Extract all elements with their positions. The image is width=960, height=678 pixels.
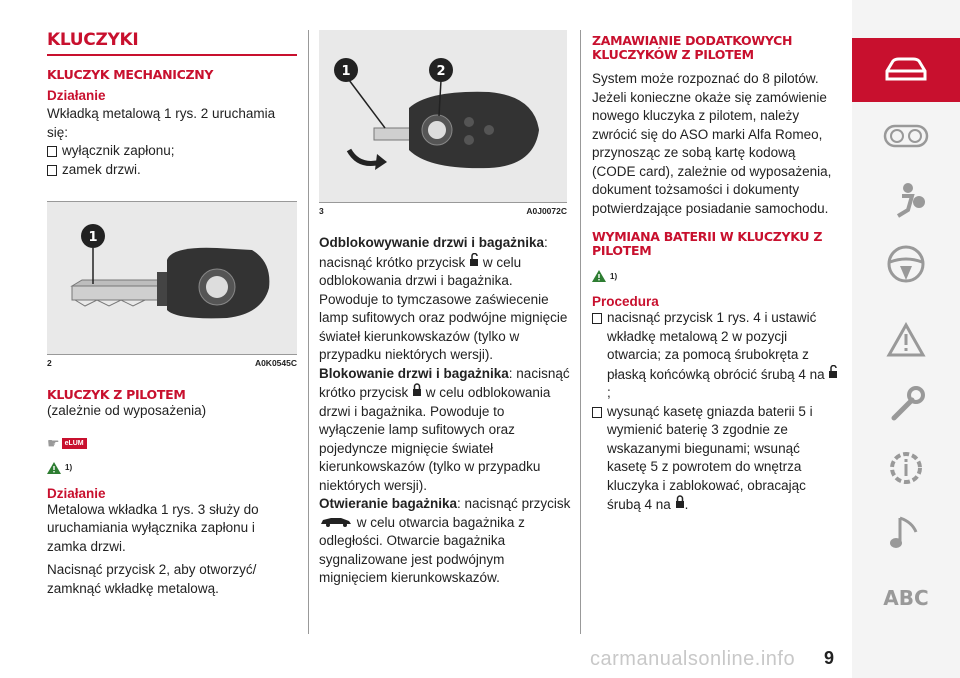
sidebar-item-index[interactable] — [852, 566, 960, 630]
trunk-paragraph: Otwieranie bagażnika: nacisnąć przycisk w celu otwarcia bagażnika z odległości. Otwarcie bagażnika sygnalizowane jest podwójnym mignięciem kierunkowskazów. — [319, 496, 571, 585]
figure-callout-1: 1 — [341, 64, 351, 79]
wrench-icon — [886, 384, 926, 424]
figure-caption: 3 A0J0072C — [319, 206, 567, 216]
page-title: KLUCZYKI — [47, 30, 297, 56]
unlock-icon — [828, 365, 838, 379]
checkbox-icon — [47, 165, 57, 176]
chapter-sidebar — [852, 0, 960, 678]
sidebar-item-driving[interactable] — [852, 232, 960, 296]
sidebar-item-maintenance[interactable] — [852, 372, 960, 436]
list-item: wysunąć kasetę gniazda baterii 5 i wymienić baterię 3 zgodnie ze wskazanymi biegunami; wsunąć kasetę 5 z powrotem do wnętrza kluczyka i zablokować, obracając śrubą 4 na . — [592, 403, 842, 515]
sidebar-item-instruments[interactable] — [852, 104, 960, 168]
checkbox-icon — [592, 313, 602, 324]
sidebar-item-safety[interactable] — [852, 168, 960, 232]
remote-text-1: Metalowa wkładka 1 rys. 3 służy do uruchamiania wyłącznika zapłonu i zamka drzwi. — [47, 501, 259, 554]
figure-caption: 2 A0K0545C — [47, 358, 297, 368]
hand-pointer-icon: ☛ — [47, 434, 60, 451]
music-note-icon — [888, 512, 924, 552]
sidebar-item-multimedia[interactable] — [852, 500, 960, 564]
column-right — [592, 30, 842, 515]
lock-icon — [412, 383, 422, 397]
lock-paragraph: Blokowanie drzwi i bagażnika: nacisnąć krótko przycisk w celu odblokowania drzwi i bagażnika. Powoduje to wyłączenie lamp sufitowych oraz pojedyncze mignięcie świateł kierunkowskazów (tylko w przypadku niektórych wersji). — [319, 365, 570, 493]
remote-subtitle: (zależnie od wyposażenia) — [47, 403, 207, 418]
list-item: nacisnąć przycisk 1 rys. 4 i ustawić wkładkę metalową 2 w pozycji otwarcia; za pomocą śrubokręta z płaską końcówką obrócić śrubą 4 na ; — [592, 309, 842, 403]
warning-icon — [592, 270, 606, 282]
checkbox-icon — [47, 146, 57, 157]
warning-ref: 1) — [592, 270, 842, 282]
section-title-order: ZAMAWIANIE DODATKOWYCH KLUCZYKÓW Z PILOTEM — [592, 33, 793, 62]
abc-index-label: ABC — [883, 586, 929, 610]
list-item: wyłącznik zapłonu; — [47, 142, 297, 161]
lock-icon — [675, 495, 685, 509]
section-title-mechanical: KLUCZYK MECHANICZNY — [47, 67, 214, 82]
dashboard-gauges-icon — [883, 124, 929, 148]
elum-badge: eLUM — [62, 438, 87, 449]
page-number: 9 — [824, 648, 835, 668]
car-icon — [883, 57, 929, 83]
sidebar-item-vehicle[interactable] — [852, 38, 960, 102]
column-left — [47, 30, 297, 598]
warning-icon — [47, 462, 61, 474]
warning-triangle-icon — [886, 322, 926, 358]
unlock-icon — [469, 253, 479, 267]
column-divider — [308, 30, 309, 634]
figure-callout-2: 2 — [436, 64, 446, 79]
subheading-dzialanie: Działanie — [47, 485, 106, 501]
airbag-passenger-icon — [886, 180, 926, 220]
equipment-badge — [47, 435, 297, 452]
order-text: System może rozpoznać do 8 pilotów. Jeżeli konieczne okaże się zamówienie nowego kluczyka z pilotem, należy zwrócić się do ASO marki Alfa Romeo, przynosząc ze sobą kartę kodową (CODE card), zależnie od wyposażenia, dokument tożsamości i dokumenty potwierdzające posiadanie samochodu. — [592, 71, 832, 216]
section-title-battery: WYMIANA BATERII W KLUCZYKU Z PILOTEM — [592, 229, 823, 258]
car-trunk-icon — [319, 515, 353, 527]
column-middle — [319, 30, 572, 588]
warning-ref: 1) — [47, 462, 297, 474]
checkbox-icon — [592, 407, 602, 418]
unlock-paragraph: Odblokowywanie drzwi i bagażnika: nacisnąć krótko przycisk w celu odblokowania drzwi i bagażnika. Powoduje to tymczasowe zaświecenie lamp sufitowych oraz podwójne mignięcie świateł kierunkowskazów (tylko w przypadku niektórych wersji). — [319, 235, 568, 362]
mech-text: Wkładką metalową 1 rys. 2 uruchamia się: — [47, 106, 276, 140]
steering-wheel-icon — [886, 244, 926, 284]
remote-text-2: Nacisnąć przycisk 2, aby otworzyć/ zamknąć wkładkę metalową. — [47, 562, 257, 596]
figure-callout-1: 1 — [88, 230, 98, 245]
sidebar-item-technical-data[interactable] — [852, 436, 960, 500]
subheading-dzialanie: Działanie — [47, 88, 106, 103]
figure-3-remote-key — [319, 30, 567, 203]
sidebar-item-emergency[interactable] — [852, 308, 960, 372]
section-title-remote: KLUCZYK Z PILOTEM — [47, 387, 186, 402]
column-divider — [580, 30, 581, 634]
gear-info-icon — [886, 448, 926, 488]
mechanical-key-illustration — [47, 202, 297, 354]
figure-2-mechanical-key — [47, 201, 297, 355]
subheading-procedura: Procedura — [592, 294, 659, 309]
remote-key-illustration — [319, 30, 567, 202]
list-item: zamek drzwi. — [47, 161, 297, 180]
watermark: carmanualsonline.info — [590, 648, 796, 670]
